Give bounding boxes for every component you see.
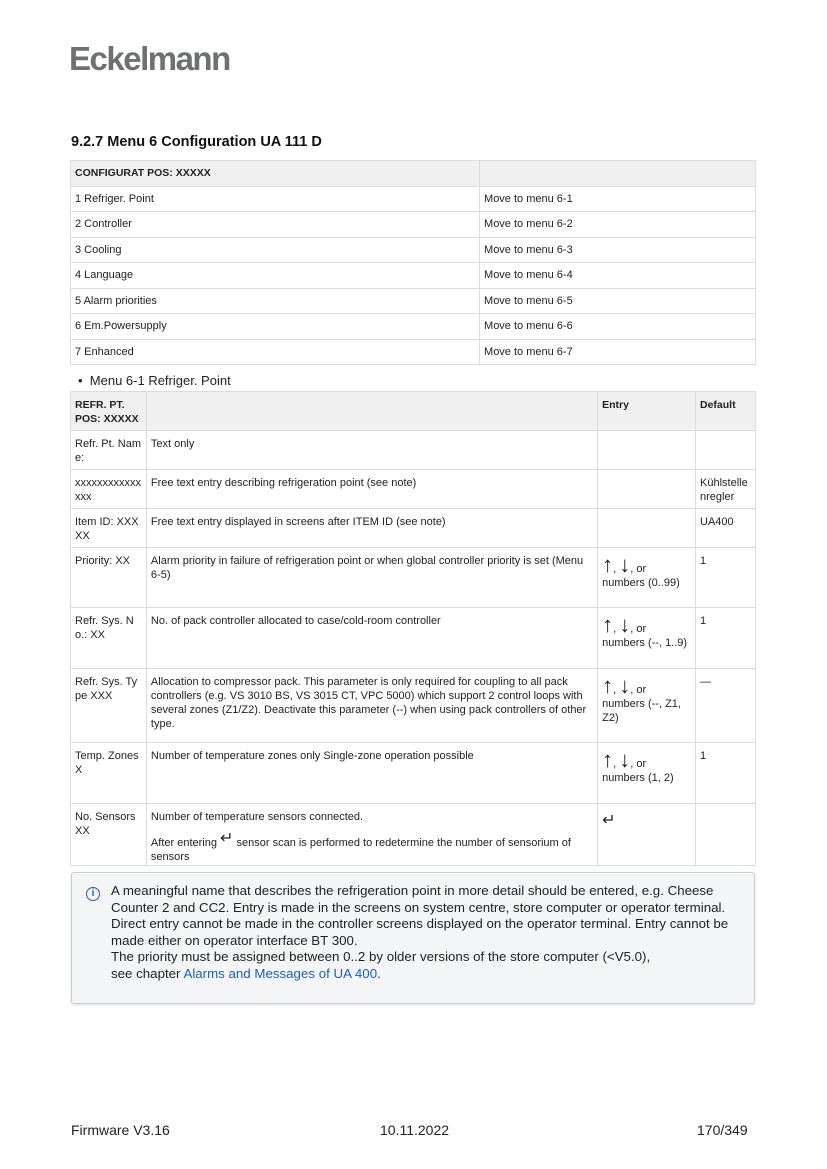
arrow-down-icon: ↓ <box>619 747 631 772</box>
footer-page: 170/349 <box>697 1122 748 1138</box>
or-text: , or <box>630 563 647 575</box>
menu-target: Move to menu 6-2 <box>480 212 756 238</box>
entry-range: numbers (--, Z1, Z2) <box>602 698 681 724</box>
description: Alarm priority in failure of refrigeration point or when global controller priority is set (Menu 6-5) <box>150 555 584 581</box>
table-row <box>71 288 756 314</box>
menu-item: 2 Controller <box>71 212 480 238</box>
menu-target: Move to menu 6-7 <box>480 339 756 365</box>
description-cell <box>146 804 597 866</box>
arrow-up-icon: ↑ <box>602 673 614 698</box>
arrow-up-icon: ↑ <box>602 612 614 637</box>
description-cell <box>146 470 597 509</box>
entry-range: numbers (0..99) <box>602 577 680 589</box>
parameter: Priority: XX <box>71 548 147 608</box>
entry-cell <box>598 669 696 743</box>
footer-version: Firmware V3.16 <box>71 1122 170 1138</box>
entry-cell <box>598 548 696 608</box>
description: Free text entry describing refrigeration point (see note) <box>150 477 417 489</box>
default-value: Kühlstellenregler <box>696 470 756 509</box>
menu-item: 4 Language <box>71 263 480 289</box>
menu-target: Move to menu 6-4 <box>480 263 756 289</box>
table-row <box>71 237 756 263</box>
description-cell <box>146 669 597 743</box>
entry-cell <box>598 470 696 509</box>
or-text: , or <box>630 623 647 635</box>
table-row <box>71 470 756 509</box>
parameter: Refr. Sys. Type XXX <box>71 669 147 743</box>
table-row <box>71 608 756 669</box>
header-cell: CONFIGURAT POS: XXXXX <box>71 161 480 187</box>
description: No. of pack controller allocated to case/cold-room controller <box>150 615 441 627</box>
menu-item: 5 Alarm priorities <box>71 288 480 314</box>
description-cell <box>146 509 597 548</box>
menu-target: Move to menu 6-1 <box>480 186 756 212</box>
note-text-2: The priority must be assigned between 0..2 by older versions of the store computer (<V5.0), <box>111 949 651 964</box>
menu-item: 6 Em.Powersupply <box>71 314 480 340</box>
note-text-3: see chapter <box>111 965 181 981</box>
description-cell <box>146 431 597 470</box>
default-value <box>696 431 756 470</box>
entry-cell <box>598 743 696 804</box>
arrow-up-icon: ↑ <box>602 747 614 772</box>
arrow-down-icon: ↓ <box>619 612 631 637</box>
entry-cell <box>598 804 696 866</box>
description: Text only <box>150 438 195 450</box>
logo: Eckelmann <box>69 40 230 77</box>
bullet-item: • Menu 6-1 Refriger. Point <box>78 373 231 388</box>
table-row <box>71 743 756 804</box>
table-row <box>71 804 756 866</box>
description: Allocation to compressor pack. This parameter is only required for coupling to all pack controllers (e.g. VS 3010 BS, VS 3015 CT, VPC 5000) which support 2 control loops with several zones (Z1/Z2). Deactivate this parameter (--) when using pack controllers of other type. <box>150 676 587 730</box>
parameter: Temp. Zones X <box>71 743 147 804</box>
arrow-down-icon: ↓ <box>619 552 631 577</box>
header-cell <box>480 161 756 187</box>
bullet-text: Menu 6-1 Refriger. Point <box>89 373 231 388</box>
table-row <box>71 548 756 608</box>
header-cell: REFR. PT. POS: XXXXX <box>71 392 147 431</box>
footer-date: 10.11.2022 <box>380 1122 450 1138</box>
menu-item: 3 Cooling <box>71 237 480 263</box>
entry-cell <box>598 431 696 470</box>
section-heading: 9.2.7 Menu 6 Configuration UA 111 D <box>71 134 322 150</box>
table-header <box>71 392 756 431</box>
description: Number of temperature zones only Single-zone operation possible <box>150 750 474 762</box>
parameter: Item ID: XXXXX <box>71 509 147 548</box>
parameter: xxxxxxxxxxxxxxx <box>71 470 147 509</box>
header-cell <box>146 392 597 431</box>
entry-range: numbers (1, 2) <box>602 772 674 784</box>
default-value: 1 <box>696 743 756 804</box>
default-value <box>696 804 756 866</box>
header-cell: Entry <box>598 392 696 431</box>
desc-part: sensor scan is performed to redetermine the number of sensorium of sensors <box>150 837 571 863</box>
menu-target: Move to menu 6-5 <box>480 288 756 314</box>
parameter: Refr. Pt. Name: <box>71 431 147 470</box>
table-row <box>71 431 756 470</box>
table-row <box>71 263 756 289</box>
description-cell <box>146 548 597 608</box>
config-table <box>70 160 756 365</box>
entry-range: numbers (--, 1..9) <box>602 637 688 649</box>
description: Free text entry displayed in screens after ITEM ID (see note) <box>150 516 446 528</box>
enter-icon: ↵ <box>602 812 616 829</box>
or-text: , or <box>630 758 647 770</box>
menu-item: 1 Refriger. Point <box>71 186 480 212</box>
arrow-down-icon: ↓ <box>619 673 631 698</box>
default-value: UA400 <box>696 509 756 548</box>
note-end: . <box>377 965 381 981</box>
description-cell <box>146 608 597 669</box>
desc-part: After entering <box>150 837 217 849</box>
table-row <box>71 212 756 238</box>
header-cell: Default <box>696 392 756 431</box>
note-text: A meaningful name that describes the refrigeration point in more detail should be entered, e.g. Cheese Counter 2 and CC2. Entry is made in the screens on system centre, store computer or operator terminal. Direct entry cannot be made in the controller screens displayed on the operator terminal. Entry cannot be made either on operator interface BT 300. <box>111 883 729 948</box>
menu-item: 7 Enhanced <box>71 339 480 365</box>
table-header <box>71 161 756 187</box>
or-text: , or <box>630 684 647 696</box>
sep: , <box>613 563 617 575</box>
arrow-up-icon: ↑ <box>602 552 614 577</box>
parameter: Refr. Sys. No.: XX <box>71 608 147 669</box>
menu-target: Move to menu 6-3 <box>480 237 756 263</box>
table-row <box>71 669 756 743</box>
refr-point-table <box>70 391 756 866</box>
sep: , <box>613 623 617 635</box>
description-cell <box>146 743 597 804</box>
enter-icon: ↵ <box>220 830 234 847</box>
table-row <box>71 186 756 212</box>
default-value: 1 <box>696 608 756 669</box>
default-value: — <box>696 669 756 743</box>
table-row <box>71 509 756 548</box>
table-row <box>71 314 756 340</box>
sep: , <box>613 684 617 696</box>
note-box <box>71 872 755 1004</box>
menu-target: Move to menu 6-6 <box>480 314 756 340</box>
description: Number of temperature sensors connected. <box>150 811 364 823</box>
table-row <box>71 339 756 365</box>
parameter: No. Sensors XX <box>71 804 147 866</box>
info-icon: i <box>86 887 100 901</box>
default-value: 1 <box>696 548 756 608</box>
sep: , <box>613 758 617 770</box>
chapter-link[interactable]: Alarms and Messages of UA 400 <box>183 965 378 981</box>
entry-cell <box>598 608 696 669</box>
entry-cell <box>598 509 696 548</box>
